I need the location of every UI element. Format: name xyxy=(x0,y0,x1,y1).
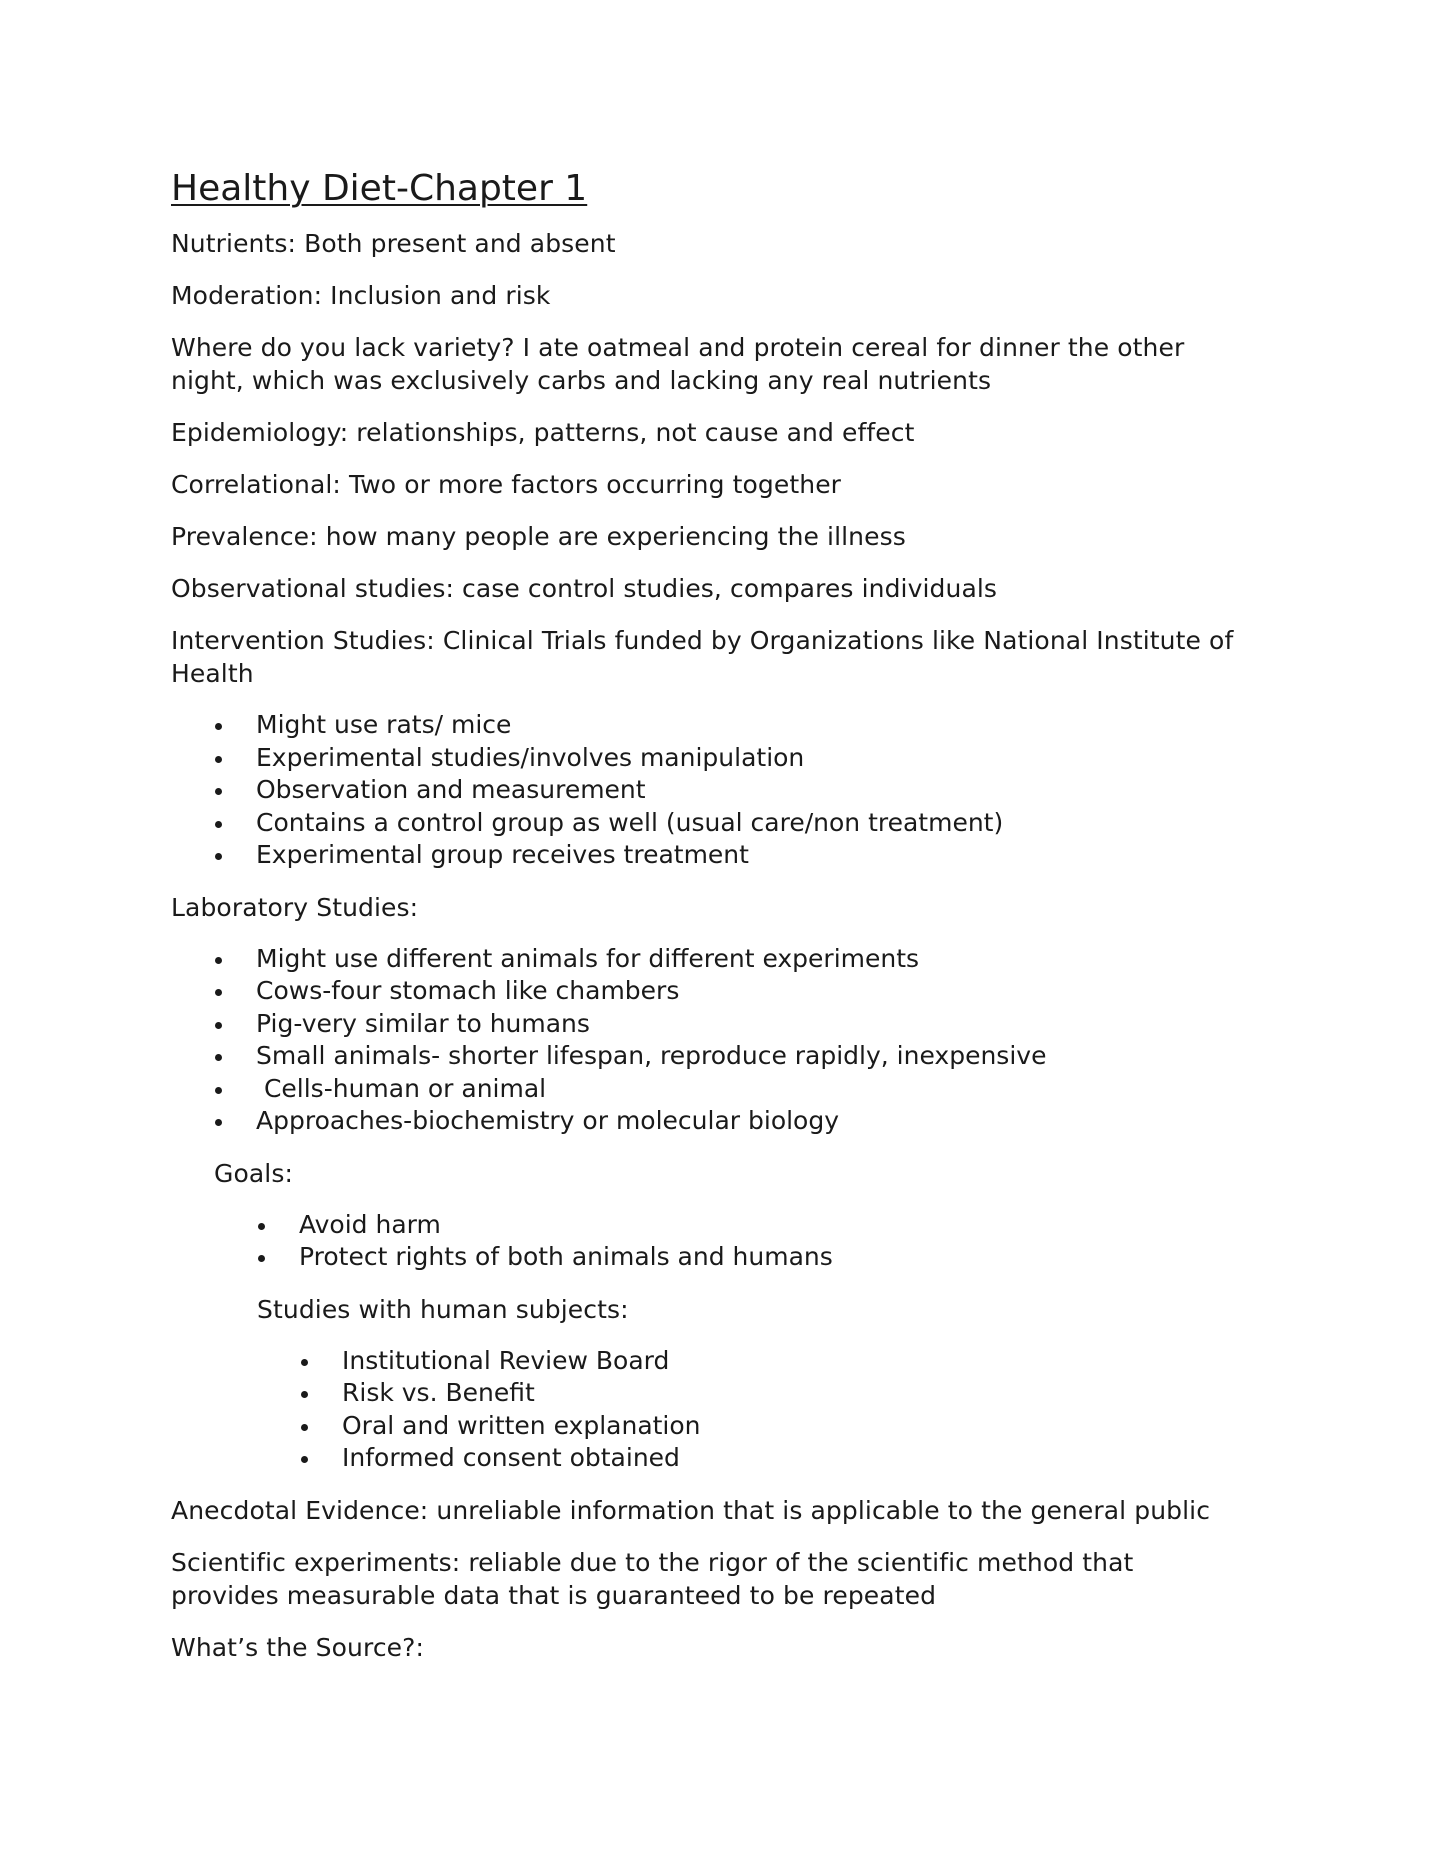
human-subjects-section xyxy=(257,1293,1291,1475)
laboratory-list xyxy=(171,943,1291,1138)
list-item: Observation and measurement xyxy=(171,774,1291,807)
list-item: Informed consent obtained xyxy=(257,1442,1291,1475)
list-item: Avoid harm xyxy=(214,1209,1291,1242)
goals-list xyxy=(214,1209,1291,1274)
intervention-list xyxy=(171,709,1291,872)
list-item: Risk vs. Benefit xyxy=(257,1377,1291,1410)
list-item: Might use different animals for different experiments xyxy=(171,943,1291,976)
list-item: Contains a control group as well (usual care/non treatment) xyxy=(171,807,1291,840)
goals-section xyxy=(214,1157,1291,1274)
paragraph-anecdotal: Anecdotal Evidence: unreliable information that is applicable to the general public xyxy=(171,1495,1211,1525)
list-item: Might use rats/ mice xyxy=(171,709,1291,742)
list-item: Protect rights of both animals and humans xyxy=(214,1241,1291,1274)
laboratory-heading: Laboratory Studies: xyxy=(171,892,419,922)
paragraph-nutrients: Nutrients: Both present and absent xyxy=(171,229,616,258)
paragraph-scientific: Scientific experiments: reliable due to the rigor of the scientific method that provides measurable data that is guaranteed to be repeated xyxy=(171,1547,1134,1610)
list-item: Pig-very similar to humans xyxy=(171,1008,1291,1041)
list-item: Approaches-biochemistry or molecular biology xyxy=(171,1105,1291,1138)
goals-heading: Goals: xyxy=(214,1158,293,1188)
human-subjects-heading: Studies with human subjects: xyxy=(257,1294,629,1324)
list-item: Oral and written explanation xyxy=(257,1410,1291,1443)
list-item: Experimental studies/involves manipulation xyxy=(171,742,1291,775)
list-item: Cells-human or animal xyxy=(171,1073,1291,1106)
list-item: Cows-four stomach like chambers xyxy=(171,975,1291,1008)
paragraph-moderation: Moderation: Inclusion and risk xyxy=(171,281,551,310)
paragraph-source: What’s the Source?: xyxy=(171,1632,425,1662)
paragraph-correlational: Correlational: Two or more factors occurring together xyxy=(171,470,842,499)
page-title: Healthy Diet-Chapter 1 xyxy=(171,168,588,209)
paragraph-observational: Observational studies: case control studies, compares individuals xyxy=(171,574,998,603)
paragraph-intervention: Intervention Studies: Clinical Trials funded by Organizations like National Institute of Health xyxy=(171,626,1234,688)
paragraph-epidemiology: Epidemiology: relationships, patterns, not cause and effect xyxy=(171,418,915,447)
document-page xyxy=(171,168,1291,1683)
list-item: Small animals- shorter lifespan, reproduce rapidly, inexpensive xyxy=(171,1040,1291,1073)
list-item: Experimental group receives treatment xyxy=(171,839,1291,872)
human-subjects-list xyxy=(257,1345,1291,1475)
paragraph-variety: Where do you lack variety? I ate oatmeal and protein cereal for dinner the other night, which was exclusively carbs and lacking any real nutrients xyxy=(171,333,1185,395)
list-item: Institutional Review Board xyxy=(257,1345,1291,1378)
paragraph-prevalence: Prevalence: how many people are experiencing the illness xyxy=(171,522,906,551)
